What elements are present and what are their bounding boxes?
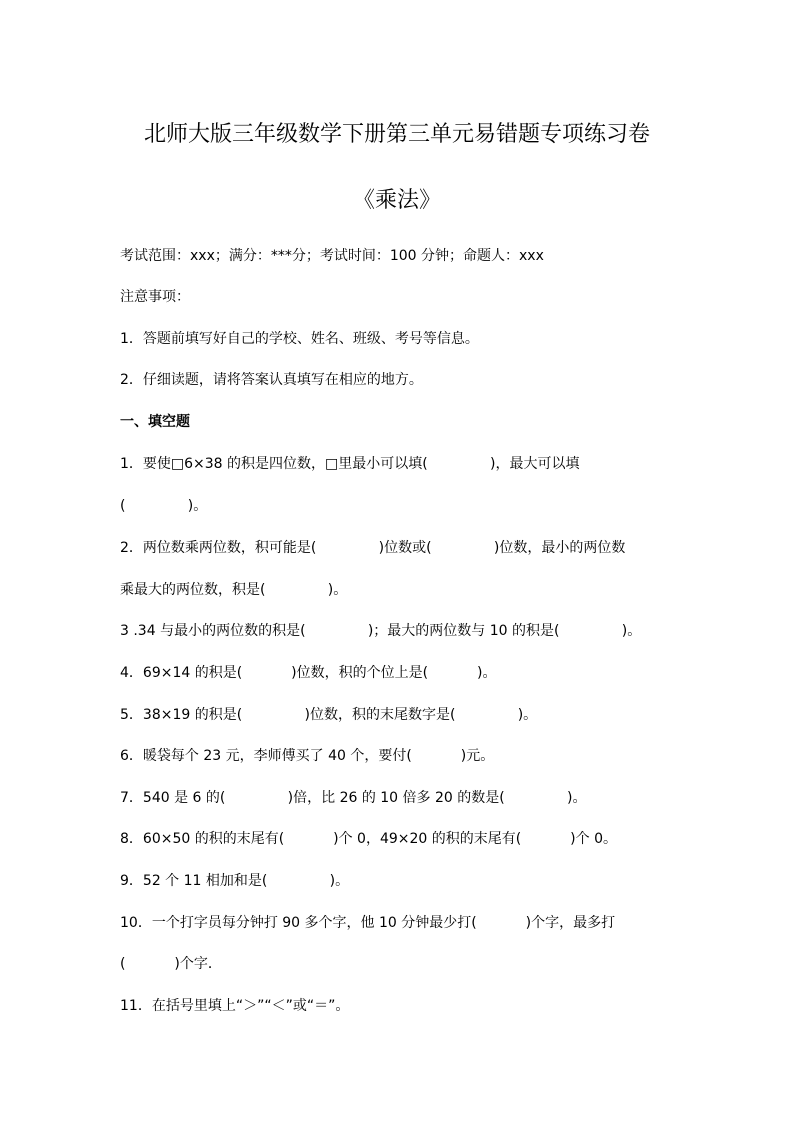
exam-info: 考试范围：xxx；满分：***分；考试时间：100 分钟；命题人：xxx — [120, 248, 544, 264]
question-line: ( )个字． — [120, 956, 222, 972]
note-item: 2．仔细读题，请将答案认真填写在相应的地方。 — [120, 372, 423, 388]
question-line: 乘最大的两位数，积是( )。 — [120, 582, 348, 598]
question-line: 5．38×19 的积是( )位数，积的末尾数字是( )。 — [120, 707, 538, 723]
document-title: 北师大版三年级数学下册第三单元易错题专项练习卷 — [143, 122, 650, 147]
question-line: 10．一个打字员每分钟打 90 多个字，他 10 分钟最少打( )个字，最多打 — [120, 915, 616, 931]
question-line: 3 .34 与最小的两位数的积是( )；最大的两位数与 10 的积是( )。 — [120, 623, 642, 639]
document-subtitle: 《乘法》 — [352, 188, 441, 213]
question-line: 9．52 个 11 相加和是( )。 — [120, 873, 350, 889]
question-line: 11．在括号里填上“＞”“＜”或“＝”。 — [120, 998, 350, 1014]
question-line: 4．69×14 的积是( )位数，积的个位上是( )。 — [120, 665, 497, 681]
question-line: 2．两位数乘两位数，积可能是( )位数或( )位数，最小的两位数 — [120, 540, 626, 556]
question-line: 8．60×50 的积的末尾有( )个 0，49×20 的积的末尾有( )个 0。 — [120, 831, 617, 847]
notes-heading: 注意事项： — [120, 289, 190, 305]
section-title: 一、填空题 — [120, 414, 190, 430]
question-line: 7．540 是 6 的( )倍，比 26 的 10 倍多 20 的数是( )。 — [120, 790, 587, 806]
question-line: 6．暖袋每个 23 元，李师傅买了 40 个，要付( )元。 — [120, 748, 495, 764]
question-line: 1．要使□6×38 的积是四位数，□里最小可以填( )，最大可以填 — [120, 456, 580, 472]
question-line: ( )。 — [120, 498, 208, 514]
note-item: 1．答题前填写好自己的学校、姓名、班级、考号等信息。 — [120, 331, 479, 347]
